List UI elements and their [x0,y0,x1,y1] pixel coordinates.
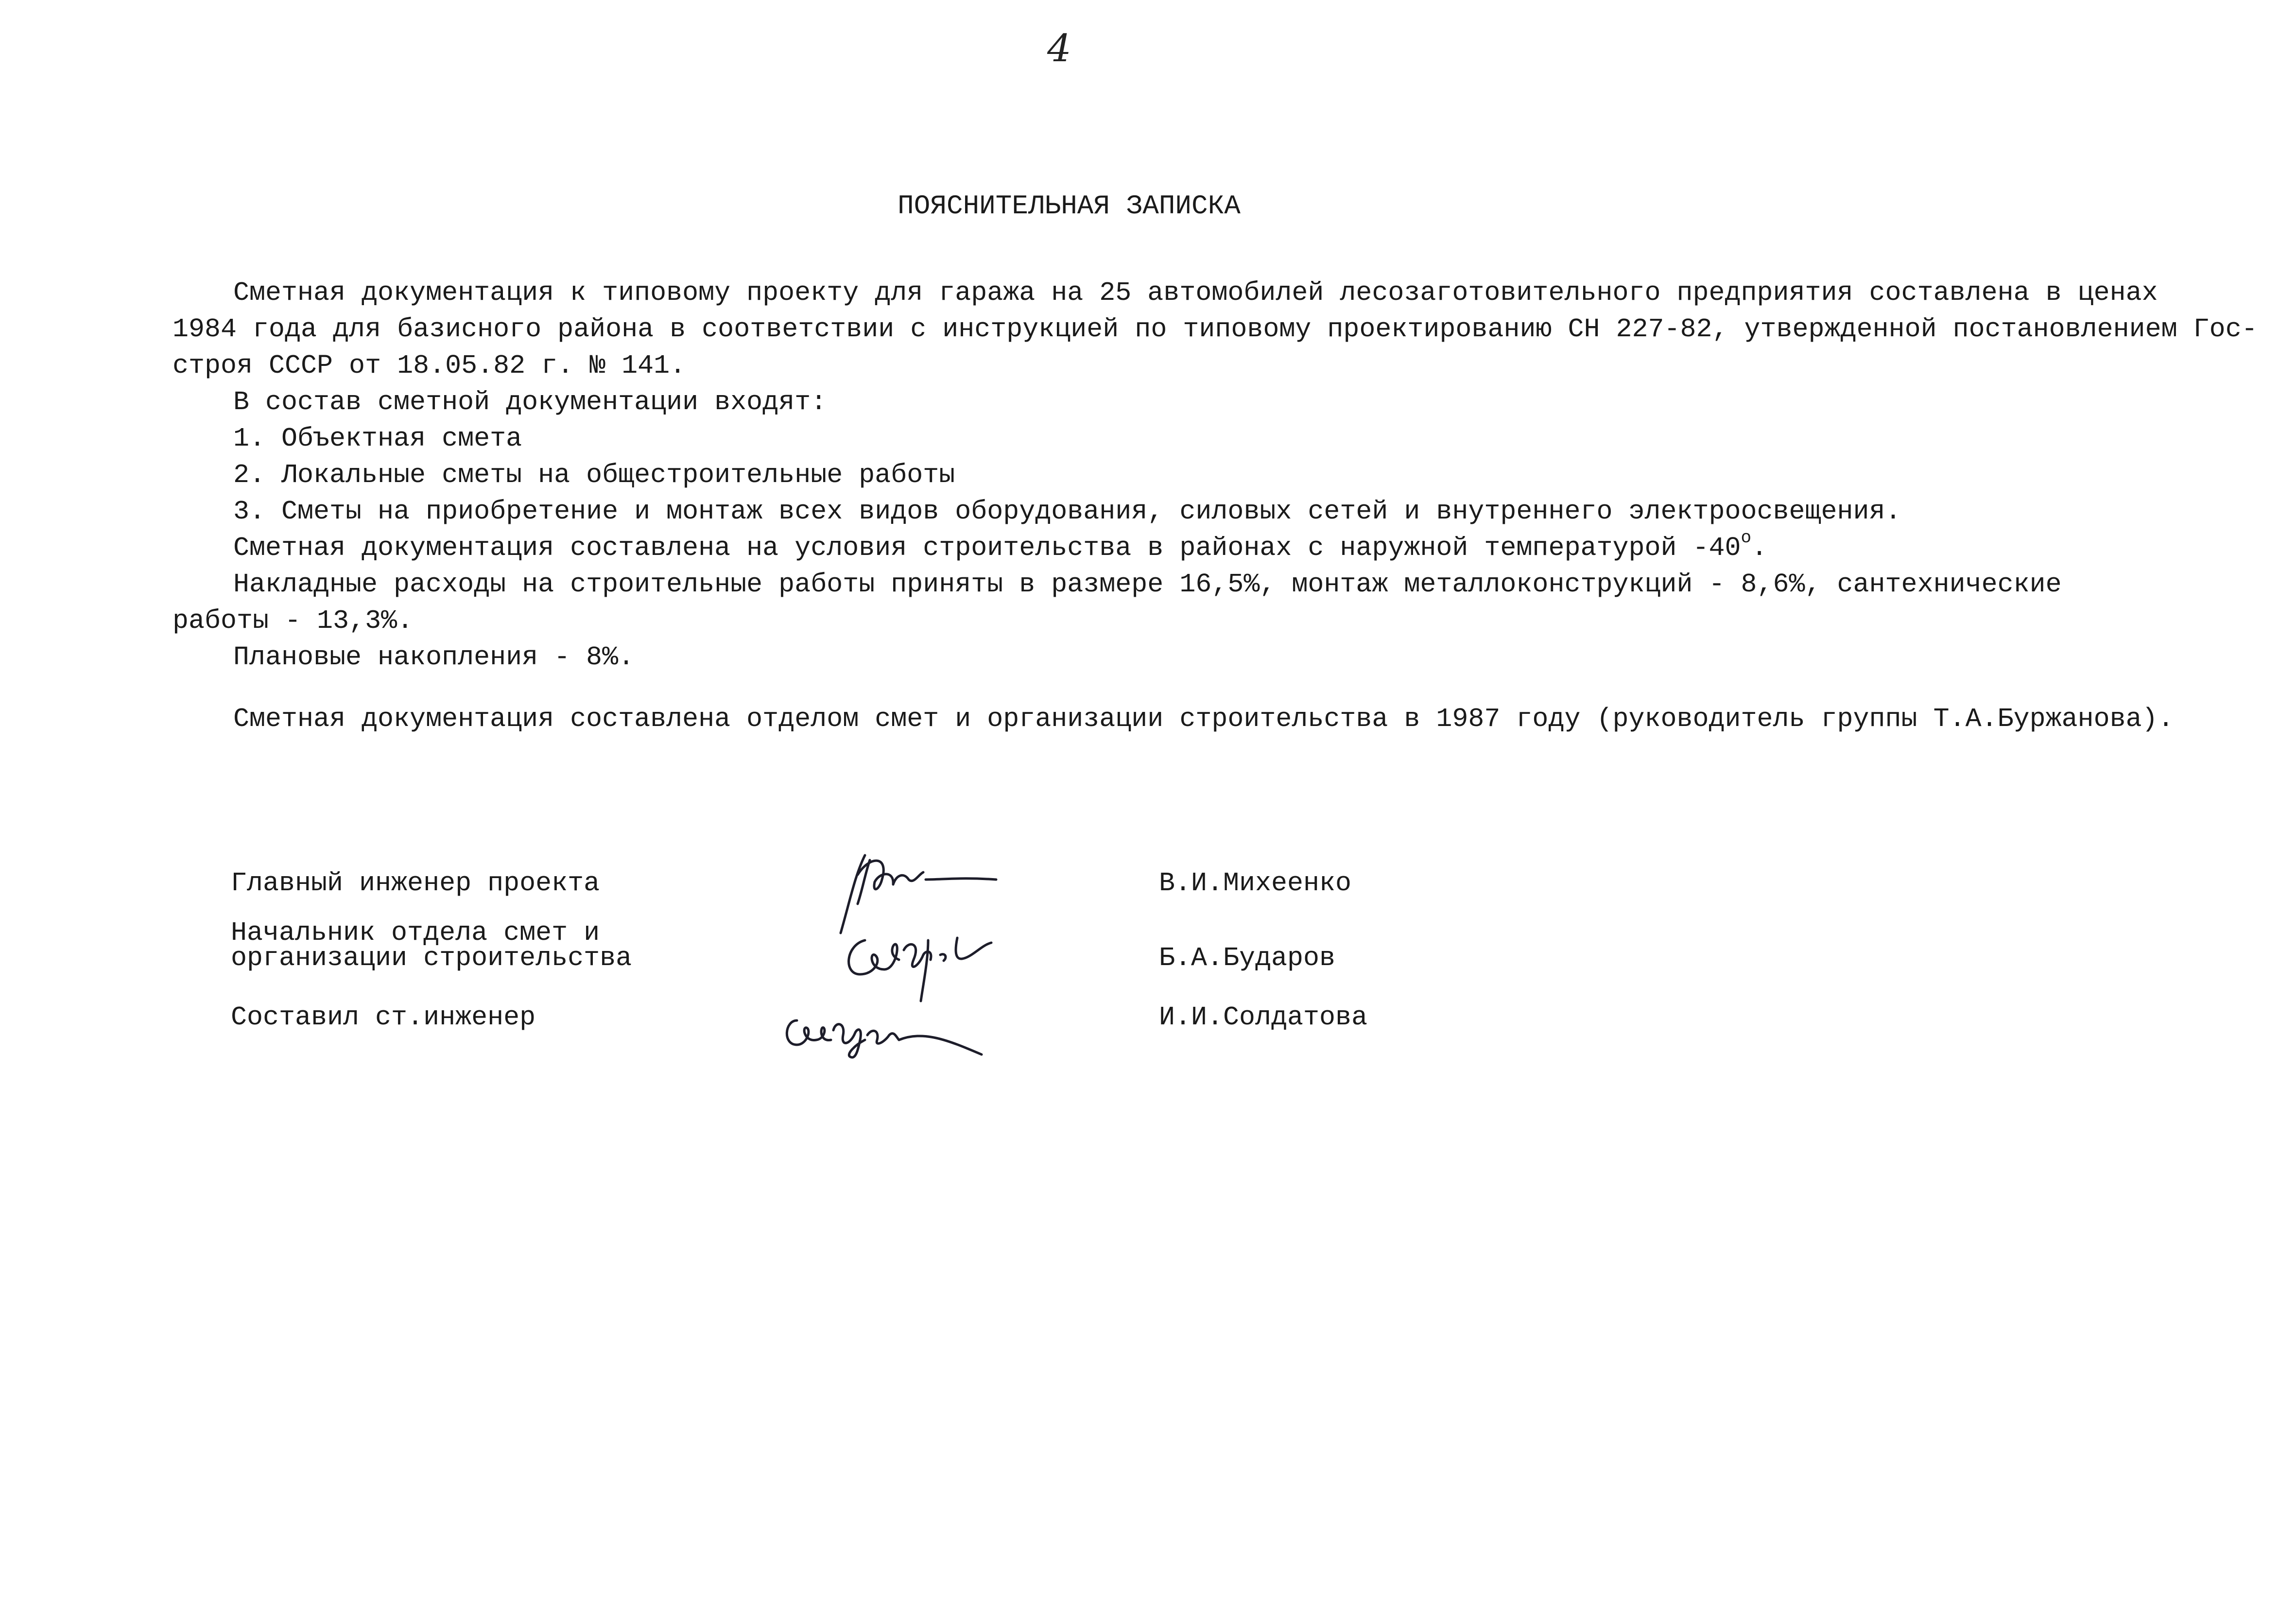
period: . [1751,533,1768,563]
page-number: 4 [1047,27,1071,70]
paragraph-line: Плановые накопления - 8%. [233,642,635,673]
paragraph-line [173,530,2165,566]
degree-sign: о [1741,528,1752,548]
chief-engineer-role: Главный инженер проекта [231,868,600,899]
paragraph-line: Накладные расходы на строительные работы приняты в размере 16,5%, монтаж металлоконструкций - 8,6%, сантехнические [233,569,2062,600]
temperature-text: Сметная документация составлена на условия строительства в районах с наружной температурой -40 [233,533,1741,563]
chief-engineer-name: В.И.Михеенко [1159,868,1352,899]
head-dept-name: Б.А.Бударов [1159,943,1336,973]
paragraph-line: Сметная документация составлена отделом смет и организации строительства в 1987 году (руководитель группы Т.А.Буржанова). [233,704,2174,734]
head-dept-role-line-1: Начальник отдела смет и [231,917,600,948]
list-intro: В состав сметной документации входят: [233,387,827,417]
list-item: 2. Локальные сметы на общестроительные работы [233,460,955,490]
list-item: 1. Объектная смета [233,423,522,454]
compiler-signature [777,1001,1001,1064]
paragraph-line: Сметная документация к типовому проекту для гаража на 25 автомобилей лесозаготовительного предприятия составлена в ценах [233,277,2158,308]
compiler-role: Составил ст.инженер [231,1002,536,1033]
compiler-name: И.И.Солдатова [1159,1002,1368,1033]
paragraph-line: работы - 13,3%. [173,605,414,636]
body-text [173,275,2258,737]
list-item: 3. Сметы на приобретение и монтаж всех видов оборудования, силовых сетей и внутреннего электроосвещения. [233,496,1901,527]
head-dept-role-line-2: организации строительства [231,943,632,973]
paragraph-line: строя СССР от 18.05.82 г. № 141. [173,350,686,381]
head-dept-signature [836,921,1040,1003]
document-title: ПОЯСНИТЕЛЬНАЯ ЗАПИСКА [898,190,1241,222]
paragraph-line: 1984 года для базисного района в соответствии с инструкцией по типовому проектированию СН 227-82, утвержденной постановлением Гос- [173,314,2258,345]
